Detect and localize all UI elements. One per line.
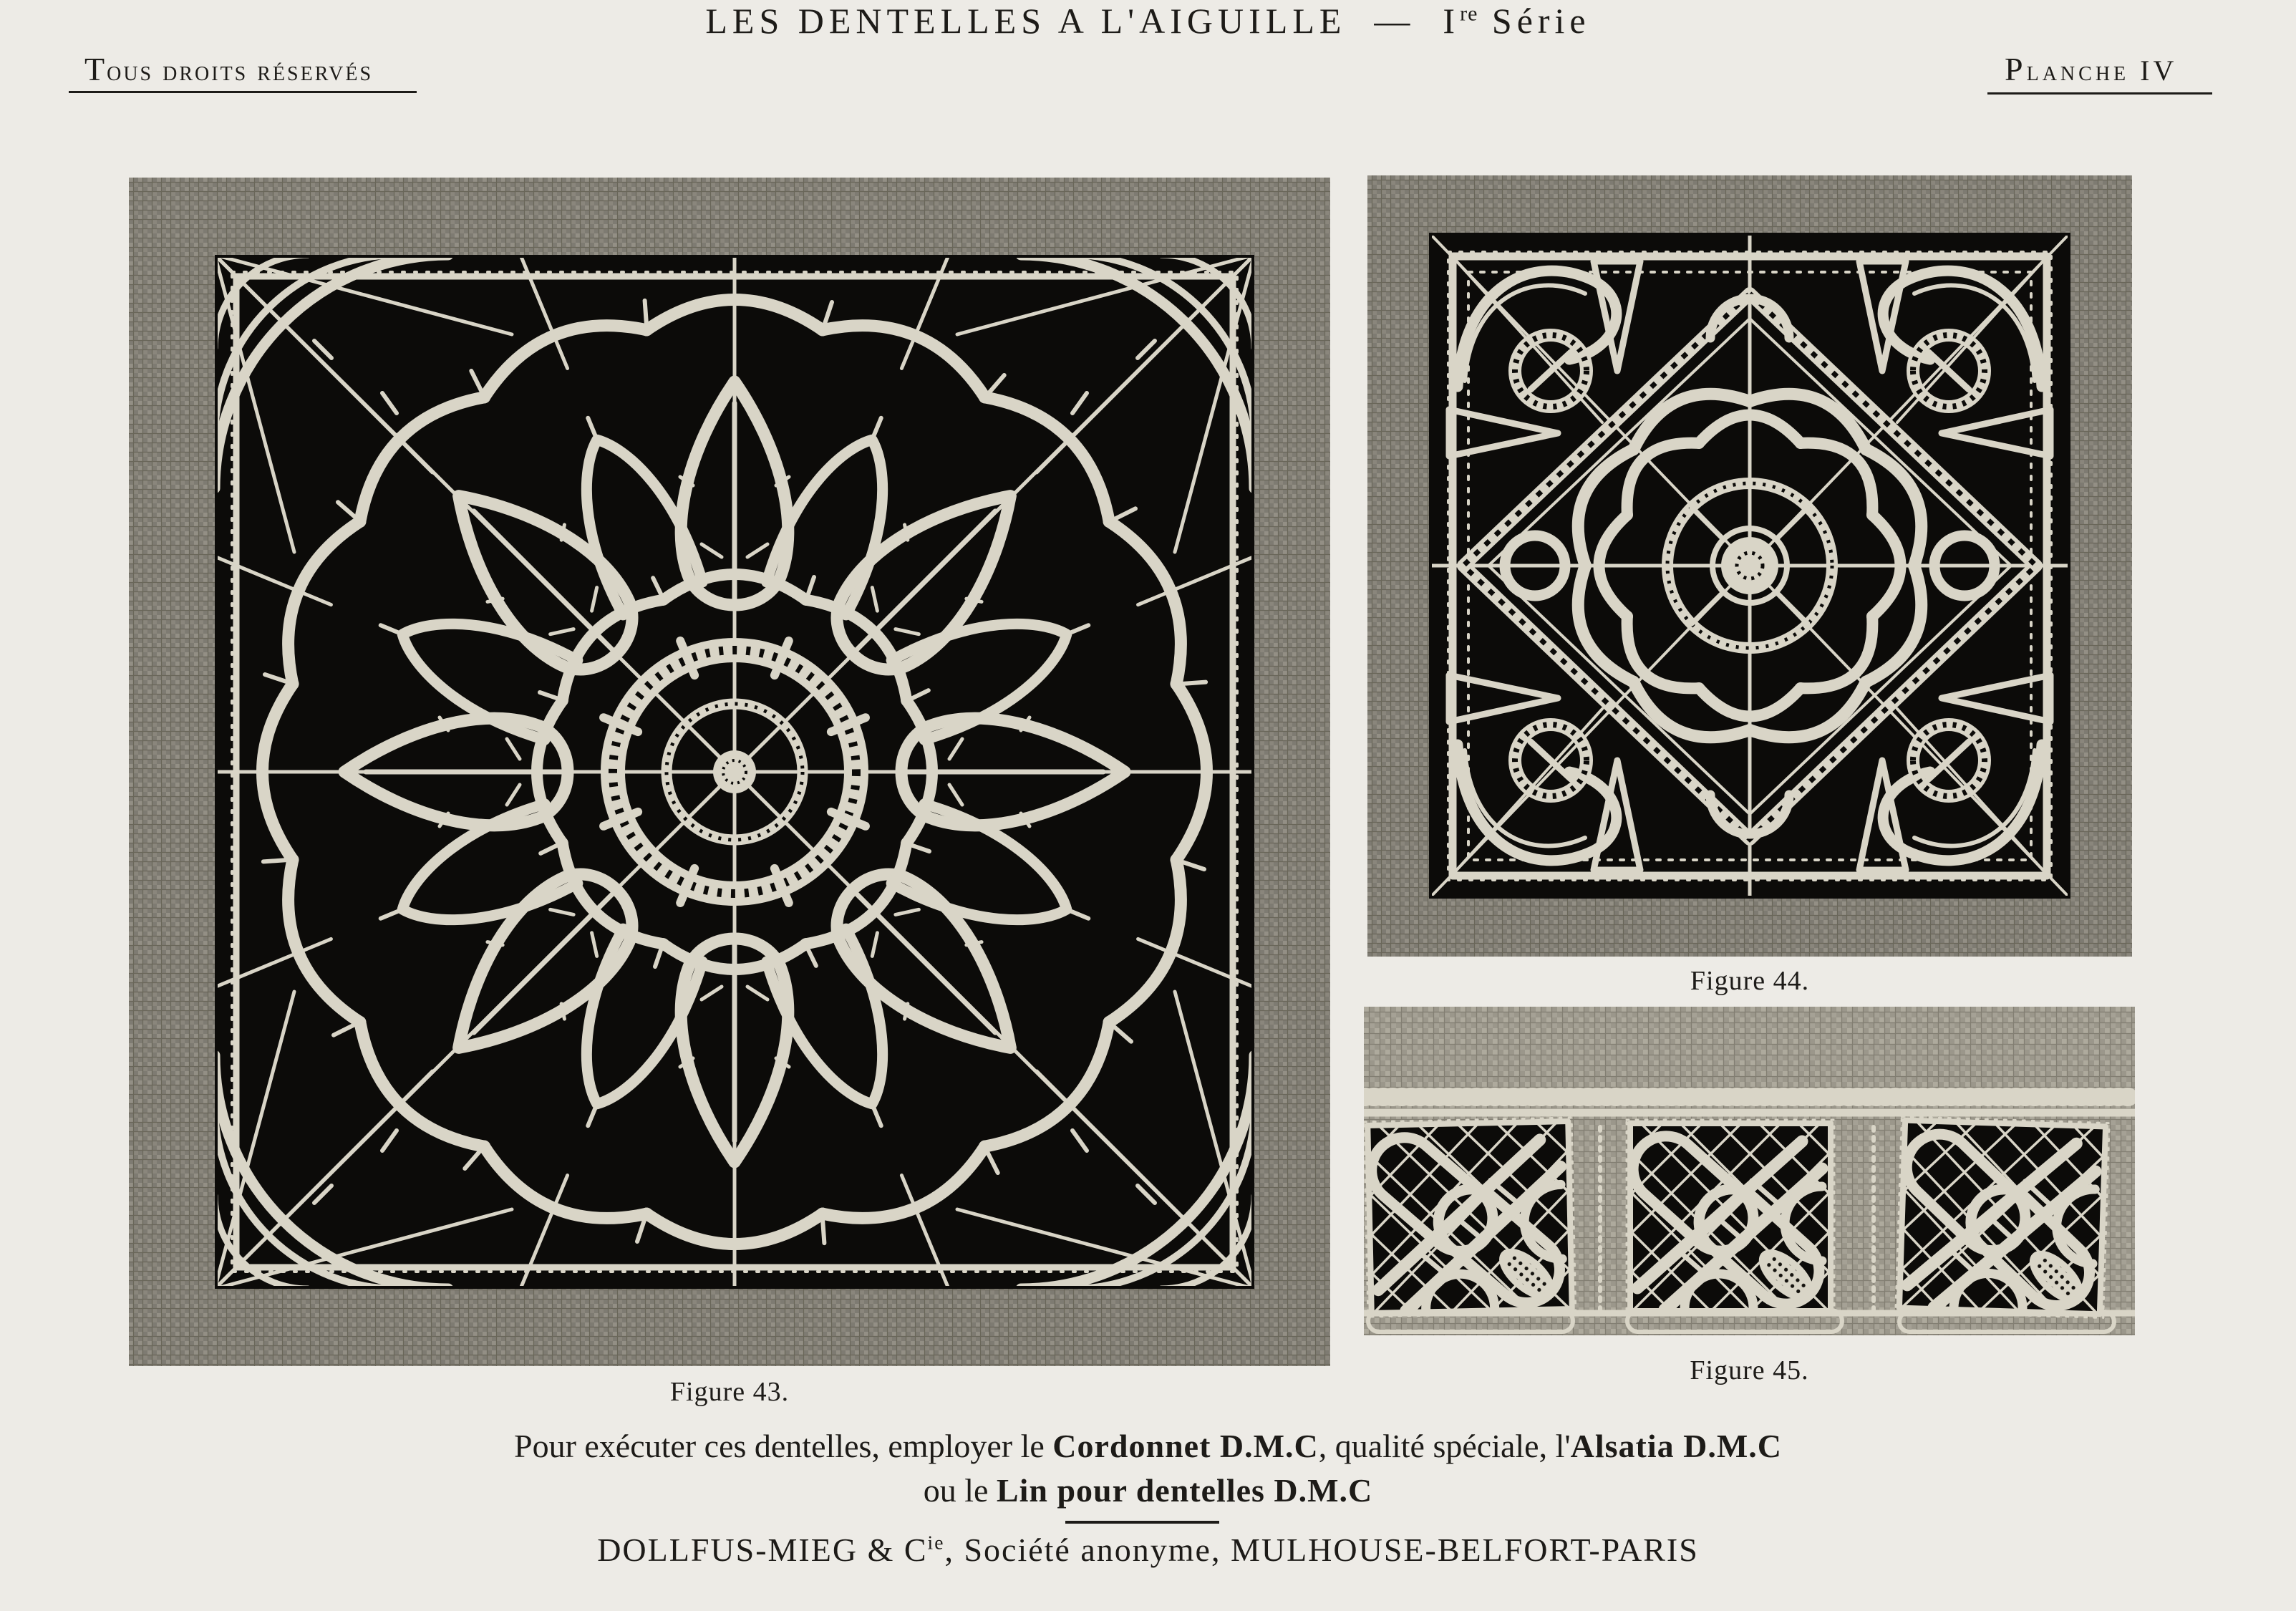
title-main: LES DENTELLES A L'AIGUILLE — [705, 1, 1347, 41]
title-series-sup: re — [1460, 1, 1478, 26]
footer-line-2 — [0, 1471, 2296, 1509]
figure45-caption: Figure 45. — [1690, 1355, 1809, 1385]
page-title — [0, 0, 2296, 42]
figure44-caption: Figure 44. — [1690, 966, 1810, 996]
footer-line1-text-2: , qualité spéciale, l' — [1318, 1428, 1571, 1464]
footer-line1-product-cordonnet: Cordonnet D.M.C — [1052, 1428, 1319, 1464]
footer-line1-text: Pour exécuter ces dentelles, employer le — [513, 1428, 1053, 1464]
footer-line-1 — [0, 1427, 2296, 1465]
footer-divider — [1065, 1521, 1219, 1524]
title-separator: — — [1374, 1, 1415, 41]
title-series-base: I — [1443, 1, 1461, 41]
figure43-lace-photograph — [129, 178, 1330, 1366]
plate-underline — [1987, 92, 2212, 95]
title-series-word: Série — [1491, 1, 1591, 41]
footer-line1-product-alsatia: Alsatia D.M.C — [1570, 1428, 1783, 1464]
fig44-lace-motif — [1429, 233, 2070, 899]
company-name: DOLLFUS-MIEG & C — [597, 1532, 928, 1568]
plate-number: Planche IV — [2005, 51, 2178, 87]
company-line — [0, 1531, 2296, 1569]
figure44-lace-photograph — [1367, 175, 2132, 957]
figure45-lace-photograph — [1364, 1007, 2135, 1335]
figure43-caption: Figure 43. — [669, 1377, 790, 1407]
company-sup: ie — [927, 1531, 945, 1554]
rights-notice: Tous droits réservés — [84, 51, 374, 87]
company-locations: , Société anonyme, MULHOUSE-BELFORT-PARIS — [944, 1532, 1699, 1568]
footer-line2-product-lin: Lin pour dentelles D.M.C — [996, 1472, 1373, 1509]
rights-underline — [69, 91, 417, 93]
footer-line2-text: ou le — [923, 1472, 997, 1509]
